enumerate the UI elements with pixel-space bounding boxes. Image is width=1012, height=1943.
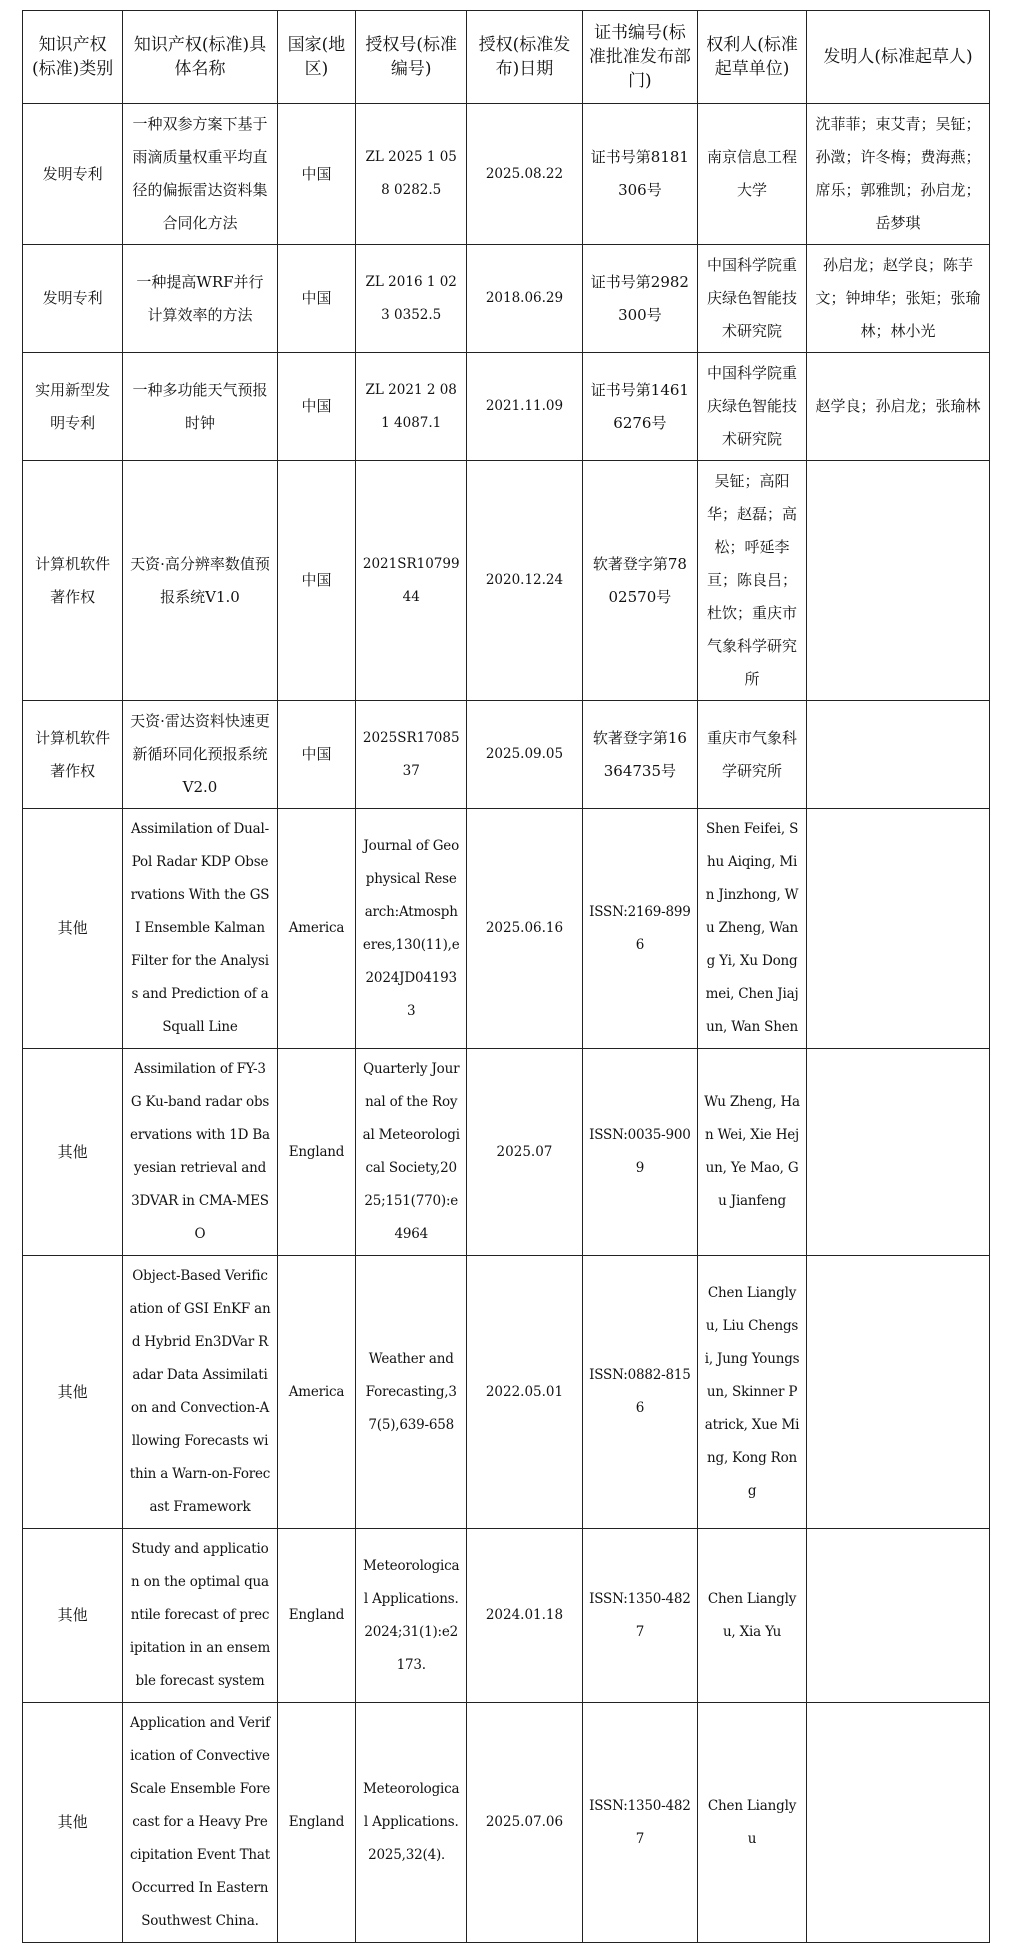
cell-category: 其他 (23, 1529, 123, 1703)
table-header-row (23, 11, 990, 104)
cell-cert-no: 证书号第8181306号 (582, 104, 697, 245)
cell-holder: Shen Feifei, Shu Aiqing, Min Jinzhong, Wu Zheng, Wang Yi, Xu Dongmei, Chen Jiajun, Wan Shen (698, 809, 807, 1049)
cell-cert-no: 证书号第14616276号 (582, 353, 697, 461)
cell-inventors (806, 701, 989, 809)
table-row (23, 245, 990, 353)
cell-inventors (806, 1529, 989, 1703)
cell-holder: 南京信息工程大学 (698, 104, 807, 245)
table-row (23, 104, 990, 245)
cell-cert-no: ISSN:0882-8156 (582, 1256, 697, 1529)
cell-inventors (806, 809, 989, 1049)
col-header-holder: 权利人(标准起草单位) (698, 11, 807, 104)
cell-name: Assimilation of Dual-Pol Radar KDP Observations With the GSI Ensemble Kalman Filter for the Analysis and Prediction of a Squall Line (123, 809, 278, 1049)
cell-date: 2025.07.06 (467, 1703, 582, 1943)
cell-inventors (806, 461, 989, 701)
col-header-country: 国家(地区) (277, 11, 355, 104)
cell-date: 2018.06.29 (467, 245, 582, 353)
cell-auth-no: 2025SR1708537 (356, 701, 467, 809)
cell-inventors (806, 1256, 989, 1529)
cell-holder: 中国科学院重庆绿色智能技术研究院 (698, 353, 807, 461)
cell-category: 发明专利 (23, 104, 123, 245)
cell-date: 2025.06.16 (467, 809, 582, 1049)
cell-date: 2020.12.24 (467, 461, 582, 701)
cell-inventors (806, 1049, 989, 1256)
ip-records-table (22, 10, 990, 1943)
cell-inventors: 赵学良；孙启龙；张瑜林 (806, 353, 989, 461)
cell-cert-no: ISSN:1350-4827 (582, 1703, 697, 1943)
cell-auth-no: Meteorological Applications.2025,32(4)． (356, 1703, 467, 1943)
cell-country: America (277, 1256, 355, 1529)
cell-auth-no: 2021SR1079944 (356, 461, 467, 701)
cell-country: 中国 (277, 461, 355, 701)
cell-cert-no: ISSN:2169-8996 (582, 809, 697, 1049)
table-row (23, 701, 990, 809)
cell-country: England (277, 1049, 355, 1256)
col-header-inventors: 发明人(标准起草人) (806, 11, 989, 104)
cell-name: 天资·雷达资料快速更新循环同化预报系统V2.0 (123, 701, 278, 809)
cell-category: 计算机软件著作权 (23, 701, 123, 809)
table-row (23, 1256, 990, 1529)
cell-name: Assimilation of FY-3G Ku-band radar observations with 1D Bayesian retrieval and 3DVAR in CMA-MESO (123, 1049, 278, 1256)
cell-cert-no: ISSN:1350-4827 (582, 1529, 697, 1703)
cell-auth-no: Weather and Forecasting,37(5),639-658 (356, 1256, 467, 1529)
cell-holder: 重庆市气象科学研究所 (698, 701, 807, 809)
cell-auth-no: Quarterly Journal of the Royal Meteorological Society,2025;151(770):e4964 (356, 1049, 467, 1256)
cell-date: 2025.07 (467, 1049, 582, 1256)
col-header-category: 知识产权(标准)类别 (23, 11, 123, 104)
cell-cert-no: 证书号第2982300号 (582, 245, 697, 353)
table-row (23, 1049, 990, 1256)
col-header-name: 知识产权(标准)具体名称 (123, 11, 278, 104)
table-row (23, 1703, 990, 1943)
cell-date: 2025.08.22 (467, 104, 582, 245)
cell-inventors: 孙启龙；赵学良；陈芋文；钟坤华；张矩；张瑜林；林小光 (806, 245, 989, 353)
cell-country: 中国 (277, 104, 355, 245)
cell-category: 发明专利 (23, 245, 123, 353)
cell-date: 2025.09.05 (467, 701, 582, 809)
cell-holder: Chen Lianglyu, Xia Yu (698, 1529, 807, 1703)
cell-category: 其他 (23, 1256, 123, 1529)
col-header-date: 授权(标准发布)日期 (467, 11, 582, 104)
cell-category: 其他 (23, 1049, 123, 1256)
cell-auth-no: ZL 2021 2 081 4087.1 (356, 353, 467, 461)
cell-holder: Chen Lianglyu (698, 1703, 807, 1943)
cell-holder: 吴钲；高阳华；赵磊；高松；呼延李亘；陈良吕；杜饮；重庆市气象科学研究所 (698, 461, 807, 701)
cell-cert-no: 软著登字第16364735号 (582, 701, 697, 809)
cell-category: 其他 (23, 1703, 123, 1943)
cell-inventors: 沈菲菲；束艾青；吴钲；孙澂；许冬梅；费海燕；席乐；郭雅凯；孙启龙；岳梦琪 (806, 104, 989, 245)
cell-name: 一种多功能天气预报时钟 (123, 353, 278, 461)
cell-category: 其他 (23, 809, 123, 1049)
cell-date: 2024.01.18 (467, 1529, 582, 1703)
cell-name: Object-Based Verification of GSI EnKF and Hybrid En3DVar Radar Data Assimilation and Convection-Allowing Forecasts within a Warn-on-Forecast Framework (123, 1256, 278, 1529)
cell-auth-no: ZL 2025 1 058 0282.5 (356, 104, 467, 245)
col-header-auth-no: 授权号(标准编号) (356, 11, 467, 104)
cell-country: England (277, 1703, 355, 1943)
cell-inventors (806, 1703, 989, 1943)
table-row (23, 809, 990, 1049)
cell-holder: Wu Zheng, Han Wei, Xie Hejun, Ye Mao, Gu Jianfeng (698, 1049, 807, 1256)
cell-date: 2022.05.01 (467, 1256, 582, 1529)
cell-cert-no: ISSN:0035-9009 (582, 1049, 697, 1256)
cell-name: 一种双参方案下基于雨滴质量权重平均直径的偏振雷达资料集合同化方法 (123, 104, 278, 245)
cell-date: 2021.11.09 (467, 353, 582, 461)
table-row (23, 461, 990, 701)
cell-country: 中国 (277, 701, 355, 809)
cell-name: Study and application on the optimal quantile forecast of precipitation in an ensemble forecast system (123, 1529, 278, 1703)
cell-name: 一种提高WRF并行计算效率的方法 (123, 245, 278, 353)
cell-country: 中国 (277, 353, 355, 461)
cell-category: 实用新型发明专利 (23, 353, 123, 461)
cell-country: America (277, 809, 355, 1049)
cell-auth-no: Journal of Geophysical Research:Atmospheres,130(11),e2024JD041933 (356, 809, 467, 1049)
cell-auth-no: ZL 2016 1 023 0352.5 (356, 245, 467, 353)
cell-country: 中国 (277, 245, 355, 353)
cell-holder: 中国科学院重庆绿色智能技术研究院 (698, 245, 807, 353)
col-header-cert-no: 证书编号(标准批准发布部门) (582, 11, 697, 104)
cell-country: England (277, 1529, 355, 1703)
table-row (23, 1529, 990, 1703)
cell-holder: Chen Lianglyu, Liu Chengsi, Jung Youngsun, Skinner Patrick, Xue Ming, Kong Rong (698, 1256, 807, 1529)
cell-auth-no: Meteorological Applications.2024;31(1):e2173. (356, 1529, 467, 1703)
cell-category: 计算机软件著作权 (23, 461, 123, 701)
cell-name: Application and Verification of Convective Scale Ensemble Forecast for a Heavy Precipitation Event That Occurred In Eastern Southwest China. (123, 1703, 278, 1943)
cell-cert-no: 软著登字第7802570号 (582, 461, 697, 701)
cell-name: 天资·高分辨率数值预报系统V1.0 (123, 461, 278, 701)
table-row (23, 353, 990, 461)
